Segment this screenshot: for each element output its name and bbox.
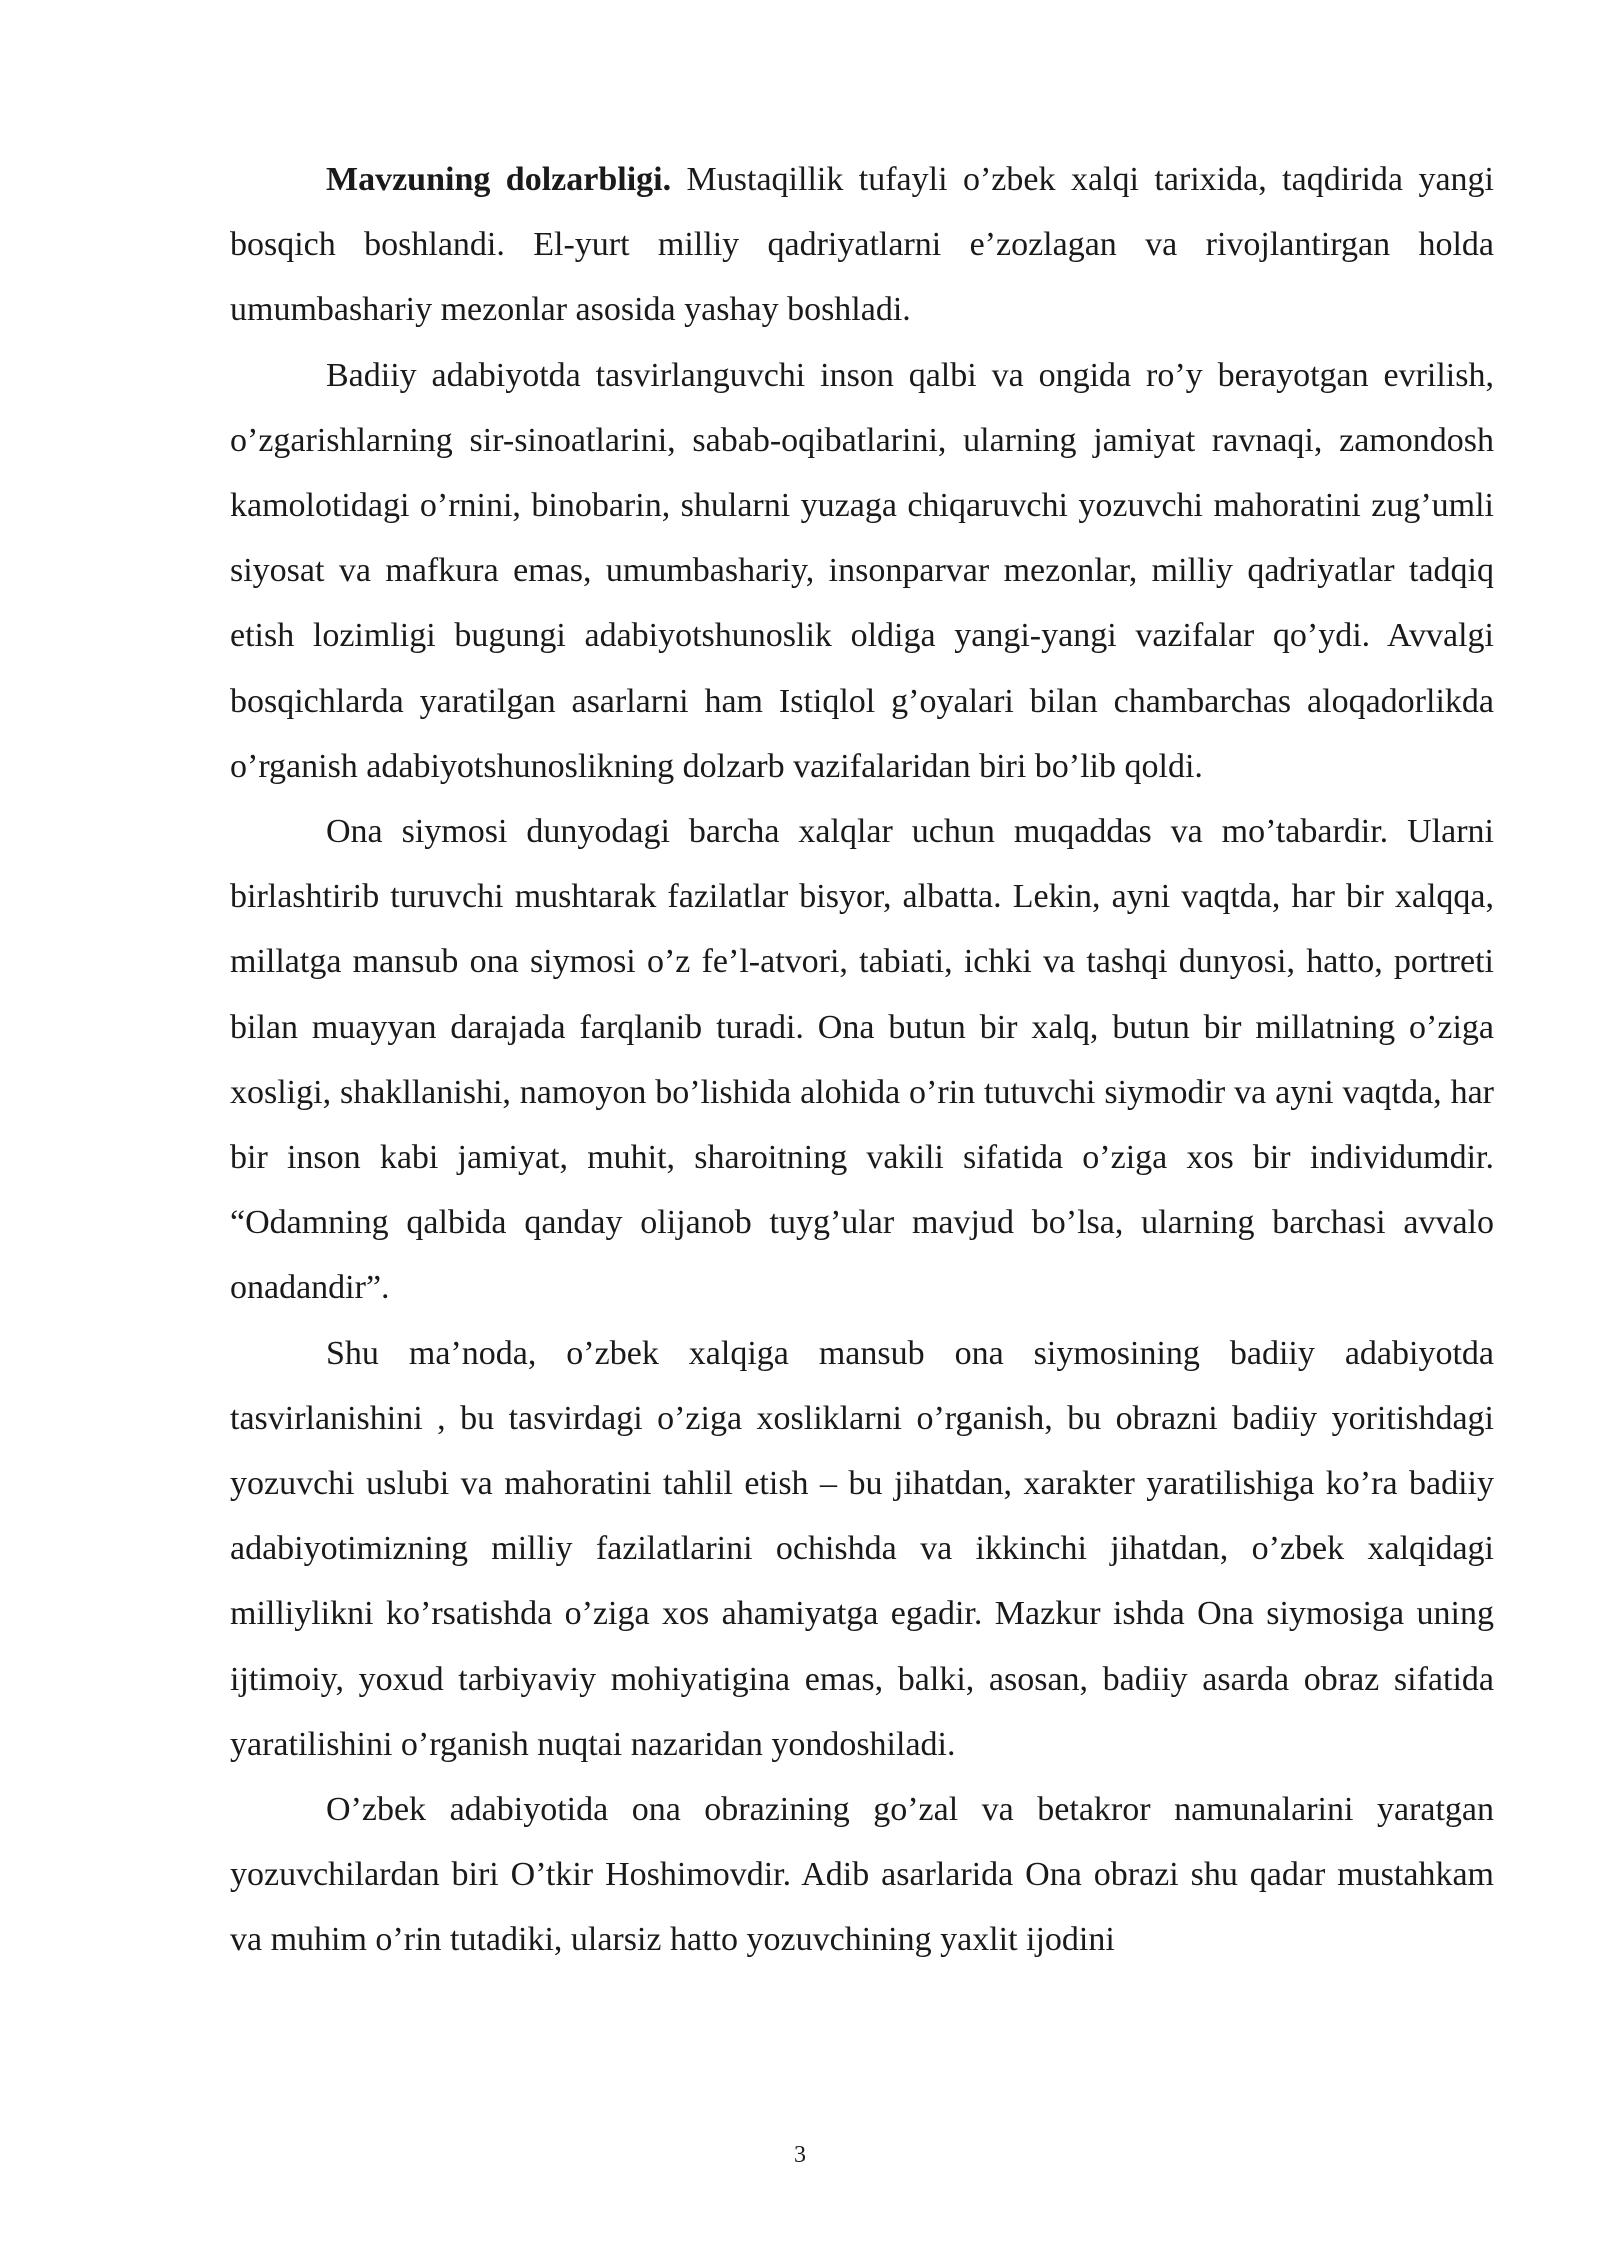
paragraph-literature: Badiiy adabiyotda tasvirlanguvchi inson qalbi va ongida ro’y berayotgan evrilish, o’zgarishlarning sir-sinoatlarini, sabab-oqibatlarini, ularning jamiyat ravnaqi, zamondosh kamolotidagi o’rnini, binobarin, shularni yuzaga chiqaruvchi yozuvchi mahoratini zug’umli siyosat va mafkura emas, umumbashariy, insonparvar mezonlar, milliy qadriyatlar tadqiq etish lozimligi bugungi adabiyotshunoslik oldiga yangi-yangi vazifalar qo’ydi. Avvalgi bosqichlarda yaratilgan asarlarni ham Istiqlol g’oyalari bilan chambarchas aloqadorlikda o’rganish adabiyotshunoslikning dolzarb vazifalaridan biri bo’lib qoldi. [230,356,1494,785]
page-number: 3 [794,2142,806,2168]
paragraph-heading: Mavzuning dolzarbligi. [326,161,672,198]
paragraph-mother-image: Ona siymosi dunyodagi barcha xalqlar uchun muqaddas va mo’tabardir. Ularni birlashtirib turuvchi mushtarak fazilatlar bisyor, albatta. Lekin, ayni vaqtda, har bir xalqqa, millatga mansub ona siymosi o’z fe’l-atvori, tabiati, ichki va tashqi dunyosi, hatto, portreti bilan muayyan darajada farqlanib turadi. Ona butun bir xalq, butun bir millatning o’ziga xosligi, shakllanishi, namoyon bo’lishida alohida o’rin tutuvchi siymodir va ayni vaqtda, har bir inson kabi jamiyat, muhit, sharoitning vakili sifatida o’ziga xos bir individumdir. “Odamning qalbida qanday olijanob tuyg’ular mavjud bo’lsa, ularning barchasi avvalo onadandir”. [230,813,1494,1307]
paragraph-topicality [230,147,1494,343]
paragraph-uzbek-mother: Shu ma’noda, o’zbek xalqiga mansub ona siymosining badiiy adabiyotda tasvirlanishini , bu tasvirdagi o’ziga xosliklarni o’rganish, bu obrazni badiiy yoritishdagi yozuvchi uslubi va mahoratini tahlil etish – bu jihatdan, xarakter yaratilishiga ko’ra badiiy adabiyotimizning milliy fazilatlarini ochishda va ikkinchi jihatdan, o’zbek xalqidagi milliylikni ko’rsatishda o’ziga xos ahamiyatga egadir. Mazkur ishda Ona siymosiga uning ijtimoiy, yoxud tarbiyaviy mohiyatigina emas, balki, asosan, badiiy asarda obraz sifatida yaratilishini o’rganish nuqtai nazaridan yondoshiladi. [230,1334,1494,1763]
paragraph-hoshimov: O’zbek adabiyotida ona obrazining go’zal va betakror namunalarini yaratgan yozuvchilardan biri O’tkir Hoshimovdir. Adib asarlarida Ona obrazi shu qadar mustahkam va muhim o’rin tutadiki, ularsiz hatto yozuvchining yaxlit ijodini [230,1791,1494,1959]
paragraph-text: Mustaqillik tufayli o’zbek xalqi tarixida, taqdirida yangi bosqich boshlandi. El-yurt milliy qadriyatlarni e’zozlagan va rivojlantirgan holda umumbashariy mezonlar asosida yashay boshladi. [230,161,1494,329]
document-body [230,147,1494,1973]
